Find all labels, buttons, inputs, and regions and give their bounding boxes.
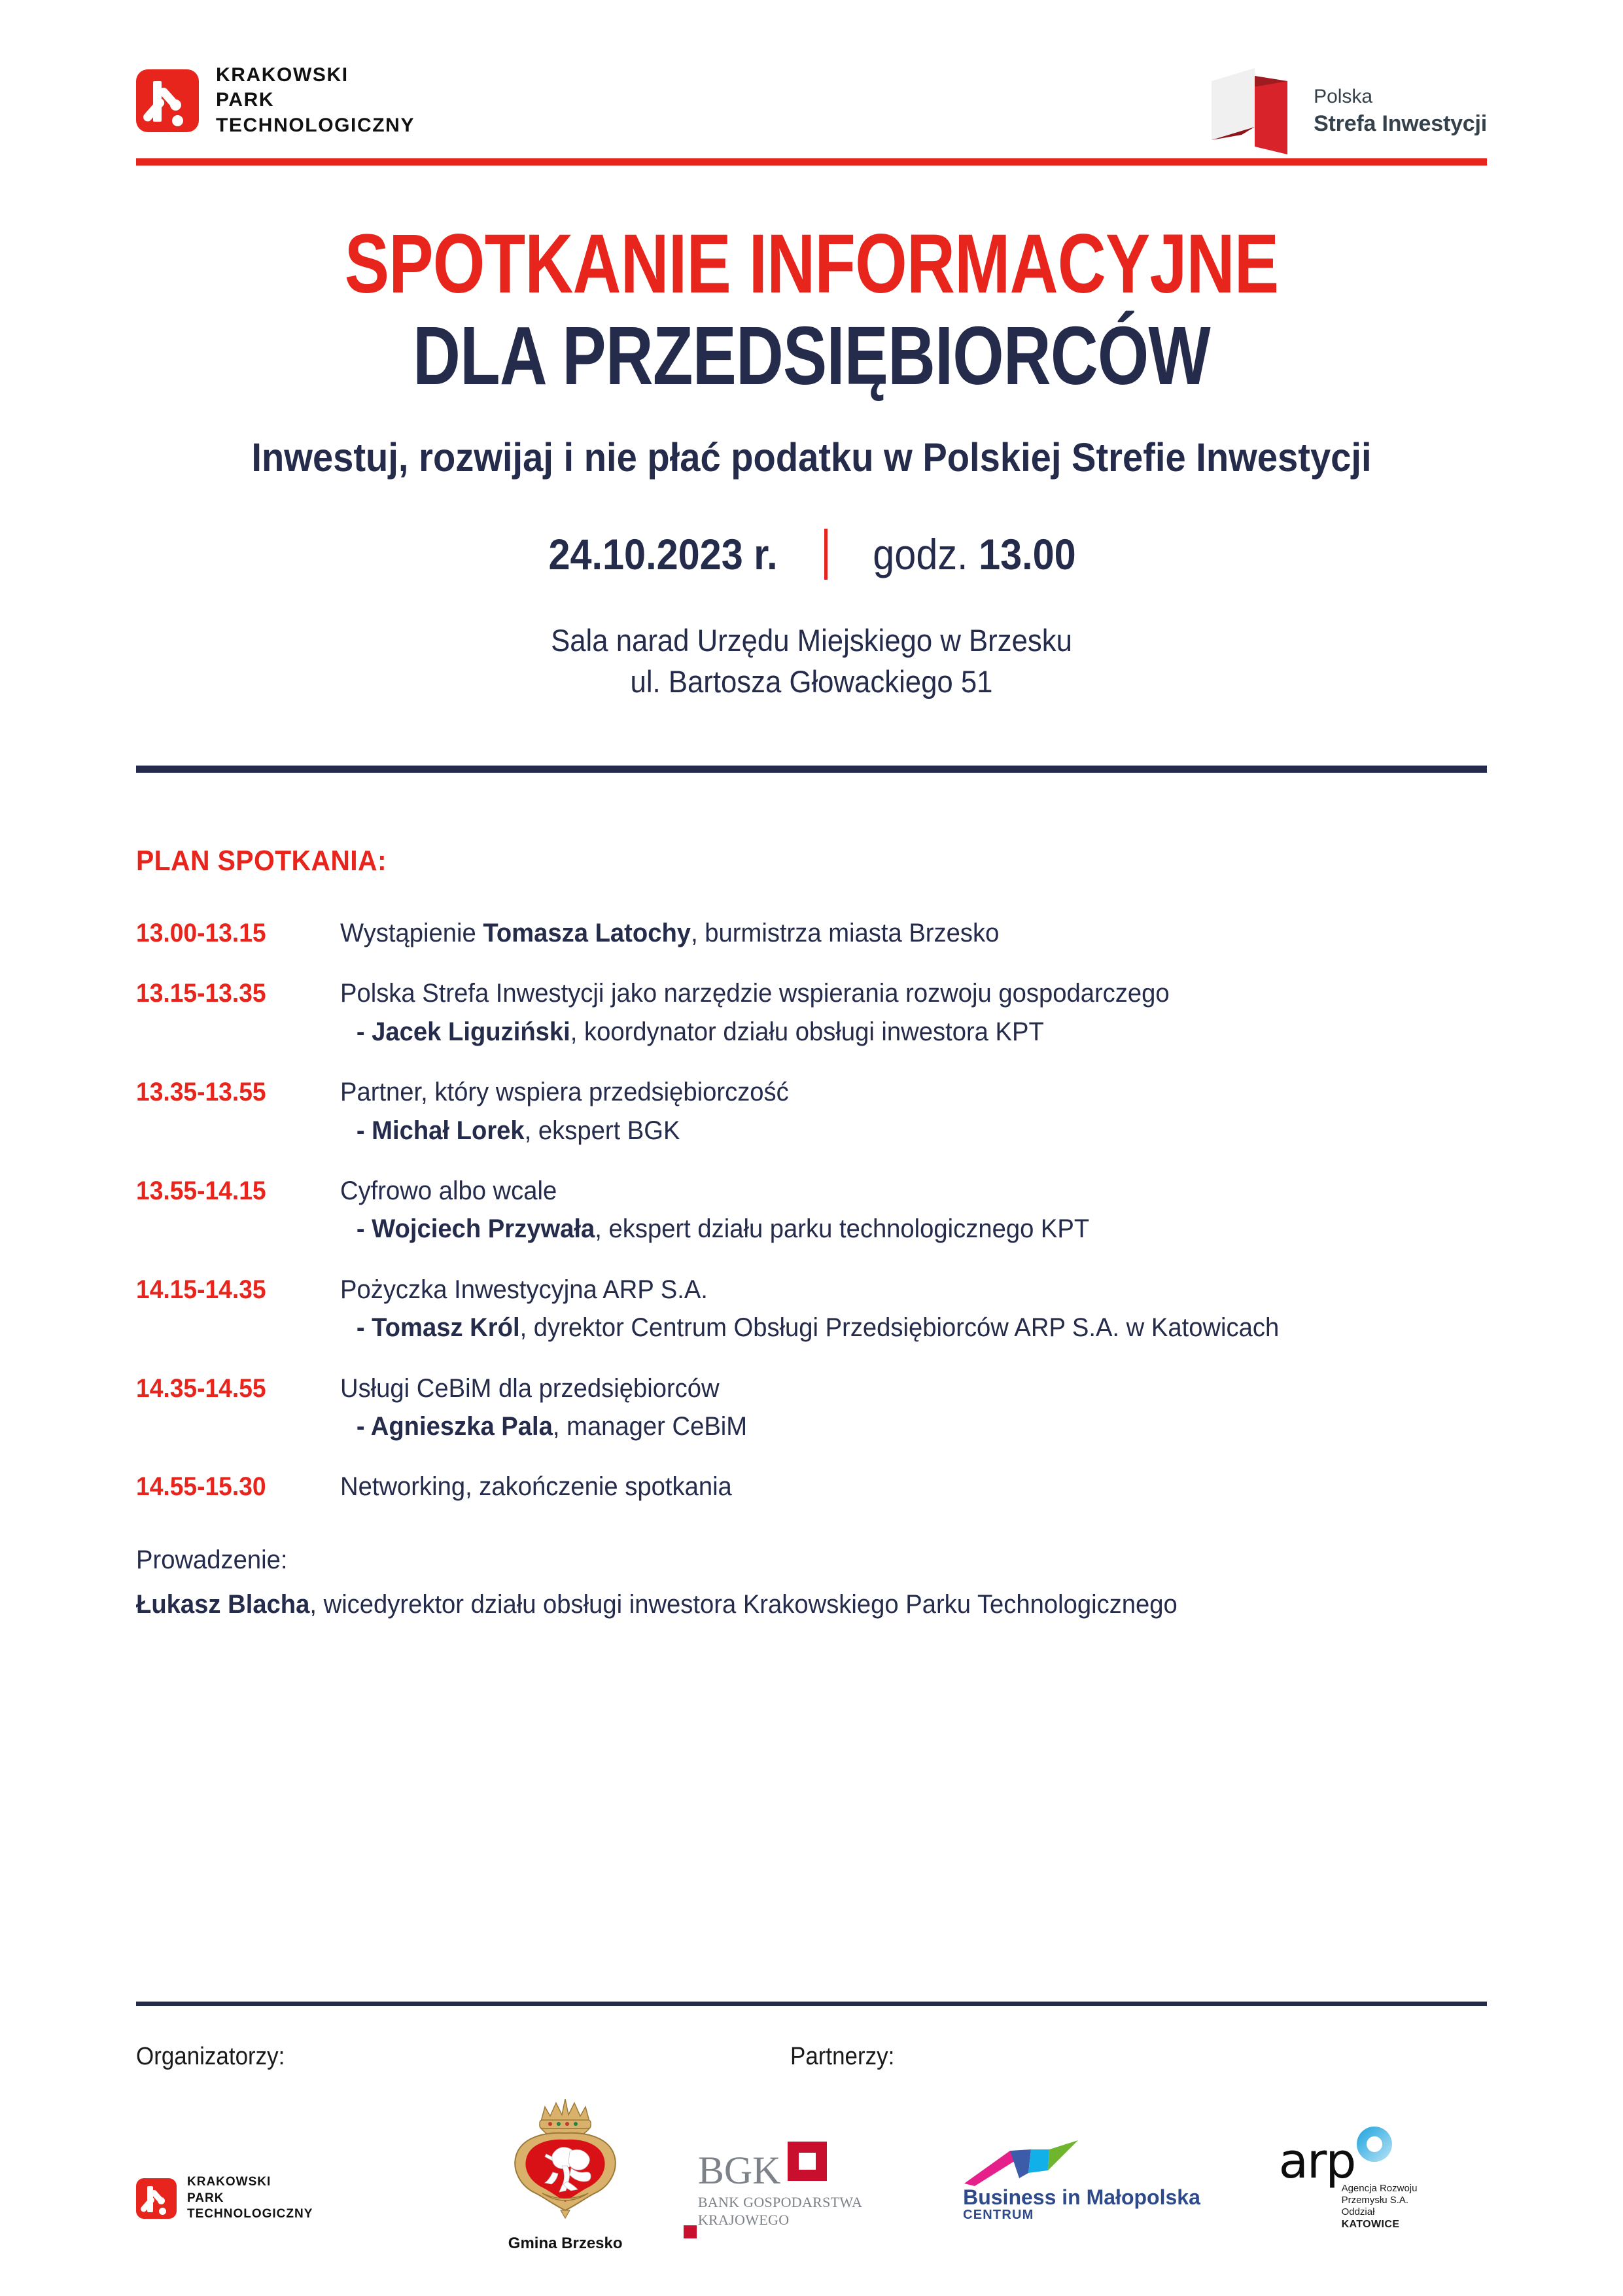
agenda-row-time: 13.55-14.15 (136, 1176, 266, 1205)
agenda-speaker-role: , ekspert działu parku technologicznego KPT (595, 1214, 1090, 1244)
agenda-row-time: 14.35-14.55 (136, 1373, 266, 1403)
agenda-title-text: Partner, który wspiera przedsiębiorczość (340, 1078, 789, 1107)
host-name-rest: , wicedyrektor działu obsługi inwestora Krakowskiego Parku Technologicznego (309, 1589, 1178, 1619)
agenda-speaker-role: , koordynator działu obsługi inwestora KPT (570, 1017, 1044, 1046)
poster-header (136, 0, 1487, 150)
title-block (136, 166, 1487, 703)
polska-strefa-inwestycji-logo (1210, 63, 1487, 156)
agenda-row (136, 1468, 1487, 1506)
bgk-logo (697, 2148, 963, 2257)
arp-sub-line-4: KATOWICE (1341, 2218, 1400, 2230)
partners-label: Partnerzy: (790, 2043, 895, 2070)
psi-wordmark (1314, 84, 1487, 138)
agenda-row-title (340, 974, 1170, 1012)
footer-labels (136, 2043, 1487, 2071)
event-time-prefix: godz. (873, 530, 979, 579)
event-date: 24.10.2023 r. (548, 530, 778, 579)
footer-logos (136, 2100, 1487, 2296)
agenda-row-title (340, 1271, 1279, 1309)
bim-chevron-icon (963, 2135, 1159, 2187)
kpt-k-mark-icon-footer (136, 2178, 177, 2219)
arp-sub-line-2: Przemysłu S.A. (1341, 2194, 1409, 2206)
agenda-row-text (340, 1271, 1279, 1347)
agenda-row-time: 13.00-13.15 (136, 919, 266, 947)
bgk-sub-line-1: BANK GOSPODARSTWA (697, 2193, 863, 2210)
host-block (136, 1540, 1487, 1624)
agenda-row-text (340, 1468, 732, 1506)
brzesko-caption: Gmina Brzesko (508, 2234, 623, 2252)
agenda-title-text: Polska Strefa Inwestycji jako narzędzie wspierania rozwoju gospodarczego (340, 979, 1170, 1008)
agenda-row (136, 1073, 1487, 1150)
agenda-title-text: Pożyczka Inwestycyjna ARP S.A. (340, 1275, 708, 1304)
bim-name: Business in Małopolska (963, 2185, 1200, 2209)
arp-ring-icon (1356, 2126, 1393, 2163)
kpt-logo-footer (136, 2174, 433, 2257)
business-in-malopolska-logo (963, 2135, 1278, 2257)
divider-navy-middle (136, 766, 1487, 773)
datetime-row (136, 529, 1487, 580)
datetime-divider (824, 529, 828, 580)
agenda-row-title (340, 1172, 1089, 1210)
arp-letters: arp (1278, 2133, 1355, 2190)
venue-line-2: ul. Bartosza Głowackiego 51 (630, 664, 993, 699)
psi-word-line-1: Polska (1314, 86, 1373, 108)
agenda-speaker-name: - Jacek Liguziński (356, 1017, 570, 1046)
title-line-2: DLA PRZEDSIĘBIORCÓW (413, 309, 1210, 402)
agenda-row-time: 13.15-13.35 (136, 979, 266, 1008)
agenda-rows (136, 914, 1487, 1506)
agenda-row-time: 14.15-14.35 (136, 1275, 266, 1304)
arp-sub-line-3: Oddział (1341, 2206, 1375, 2217)
agenda-row (136, 1271, 1487, 1347)
agenda-title-text: Wystąpienie (340, 919, 483, 947)
agenda-title-text: Networking, zakończenie spotkania (340, 1472, 732, 1502)
agenda-row (136, 1369, 1487, 1446)
divider-navy-footer (136, 2002, 1487, 2006)
agenda-title-text: Usługi CeBiM dla przedsiębiorców (340, 1373, 720, 1403)
agenda-speaker-name: - Michał Lorek (356, 1116, 525, 1145)
arp-subtitle (1342, 2183, 1487, 2231)
psi-word-line-2: Strefa Inwestycji (1314, 111, 1487, 137)
agenda-row-speaker (340, 1309, 1279, 1347)
agenda-row-title (340, 1369, 747, 1407)
agenda-section (136, 773, 1487, 1624)
agenda-speaker-role: , ekspert BGK (524, 1116, 680, 1145)
agenda-speaker-name: - Wojciech Przywała (356, 1214, 595, 1244)
agenda-title-name: Tomasza Latochy (483, 919, 691, 947)
host-name-bold: Łukasz Blacha (136, 1589, 310, 1619)
title-line-1: SPOTKANIE INFORMACYJNE (344, 217, 1279, 311)
subtitle: Inwestuj, rozwijaj i nie płać podatku w Polskiej Strefie Inwestycji (251, 435, 1372, 480)
agenda-title-text-after: , burmistrza miasta Brzesko (691, 919, 1000, 947)
agenda-row-text (340, 1369, 747, 1446)
kpt-k-mark-icon (136, 69, 199, 132)
arp-sub-line-1: Agencja Rozwoju (1341, 2182, 1418, 2194)
agenda-speaker-name: - Tomasz Król (356, 1313, 520, 1343)
agenda-speaker-role: , dyrektor Centrum Obsługi Przedsiębiorców ARP S.A. w Katowicach (519, 1313, 1280, 1343)
agenda-row-speaker (340, 1210, 1089, 1248)
agenda-row-text (340, 914, 999, 952)
host-label: Prowadzenie: (136, 1545, 288, 1574)
host-name (136, 1585, 1426, 1624)
agenda-speaker-role: , manager CeBiM (552, 1411, 748, 1441)
divider-red-top (136, 158, 1487, 166)
bgk-square-icon (788, 2142, 827, 2181)
bgk-letters: BGK (697, 2148, 781, 2192)
agenda-row-text (340, 974, 1170, 1051)
agenda-heading: PLAN SPOTKANIA: (136, 845, 387, 877)
kpt-word-line-2: PARK (216, 89, 275, 111)
organizers-label: Organizatorzy: (136, 2043, 285, 2070)
agenda-row-speaker (340, 1112, 789, 1150)
agenda-title-text: Cyfrowo albo wcale (340, 1176, 557, 1205)
kpt-footer-line-2: PARK (187, 2191, 224, 2205)
agenda-row-text (340, 1073, 789, 1150)
kpt-word-line-1: KRAKOWSKI (216, 64, 349, 86)
gmina-brzesko-logo (433, 2095, 698, 2257)
kpt-footer-line-1: KRAKOWSKI (187, 2174, 271, 2189)
arp-logo (1278, 2133, 1487, 2257)
agenda-row (136, 974, 1487, 1051)
agenda-speaker-name: - Agnieszka Pala (356, 1411, 553, 1441)
psi-flag-icon (1210, 67, 1297, 156)
kpt-word-line-3: TECHNOLOGICZNY (216, 114, 415, 136)
agenda-row-speaker (340, 1013, 1170, 1051)
event-time-value: 13.00 (979, 530, 1076, 579)
bgk-subtitle (698, 2193, 963, 2229)
agenda-row-time: 13.35-13.55 (136, 1078, 266, 1107)
brzesko-coat-of-arms-icon (490, 2095, 640, 2226)
agenda-row-speaker (340, 1407, 747, 1445)
agenda-row-title (340, 1073, 789, 1111)
bim-wordmark (963, 2187, 1278, 2208)
agenda-row-title (340, 1468, 732, 1506)
agenda-row-text (340, 1172, 1089, 1248)
event-time (873, 529, 1075, 579)
agenda-row (136, 1172, 1487, 1248)
kpt-logo-header (136, 63, 415, 138)
agenda-row-time: 14.55-15.30 (136, 1472, 266, 1502)
agenda-row (136, 914, 1487, 952)
venue-line-1: Sala narad Urzędu Miejskiego w Brzesku (551, 623, 1072, 658)
bim-centrum-label: CENTRUM (963, 2208, 1034, 2222)
kpt-footer-line-3: TECHNOLOGICZNY (187, 2207, 313, 2221)
bgk-small-square-icon (684, 2225, 697, 2238)
kpt-footer-wordmark (187, 2174, 313, 2223)
bgk-sub-line-2: KRAJOWEGO (697, 2212, 790, 2229)
kpt-logo-wordmark (216, 63, 415, 138)
venue-block (183, 620, 1439, 703)
poster-footer (136, 2002, 1487, 2296)
agenda-row-title (340, 914, 999, 952)
